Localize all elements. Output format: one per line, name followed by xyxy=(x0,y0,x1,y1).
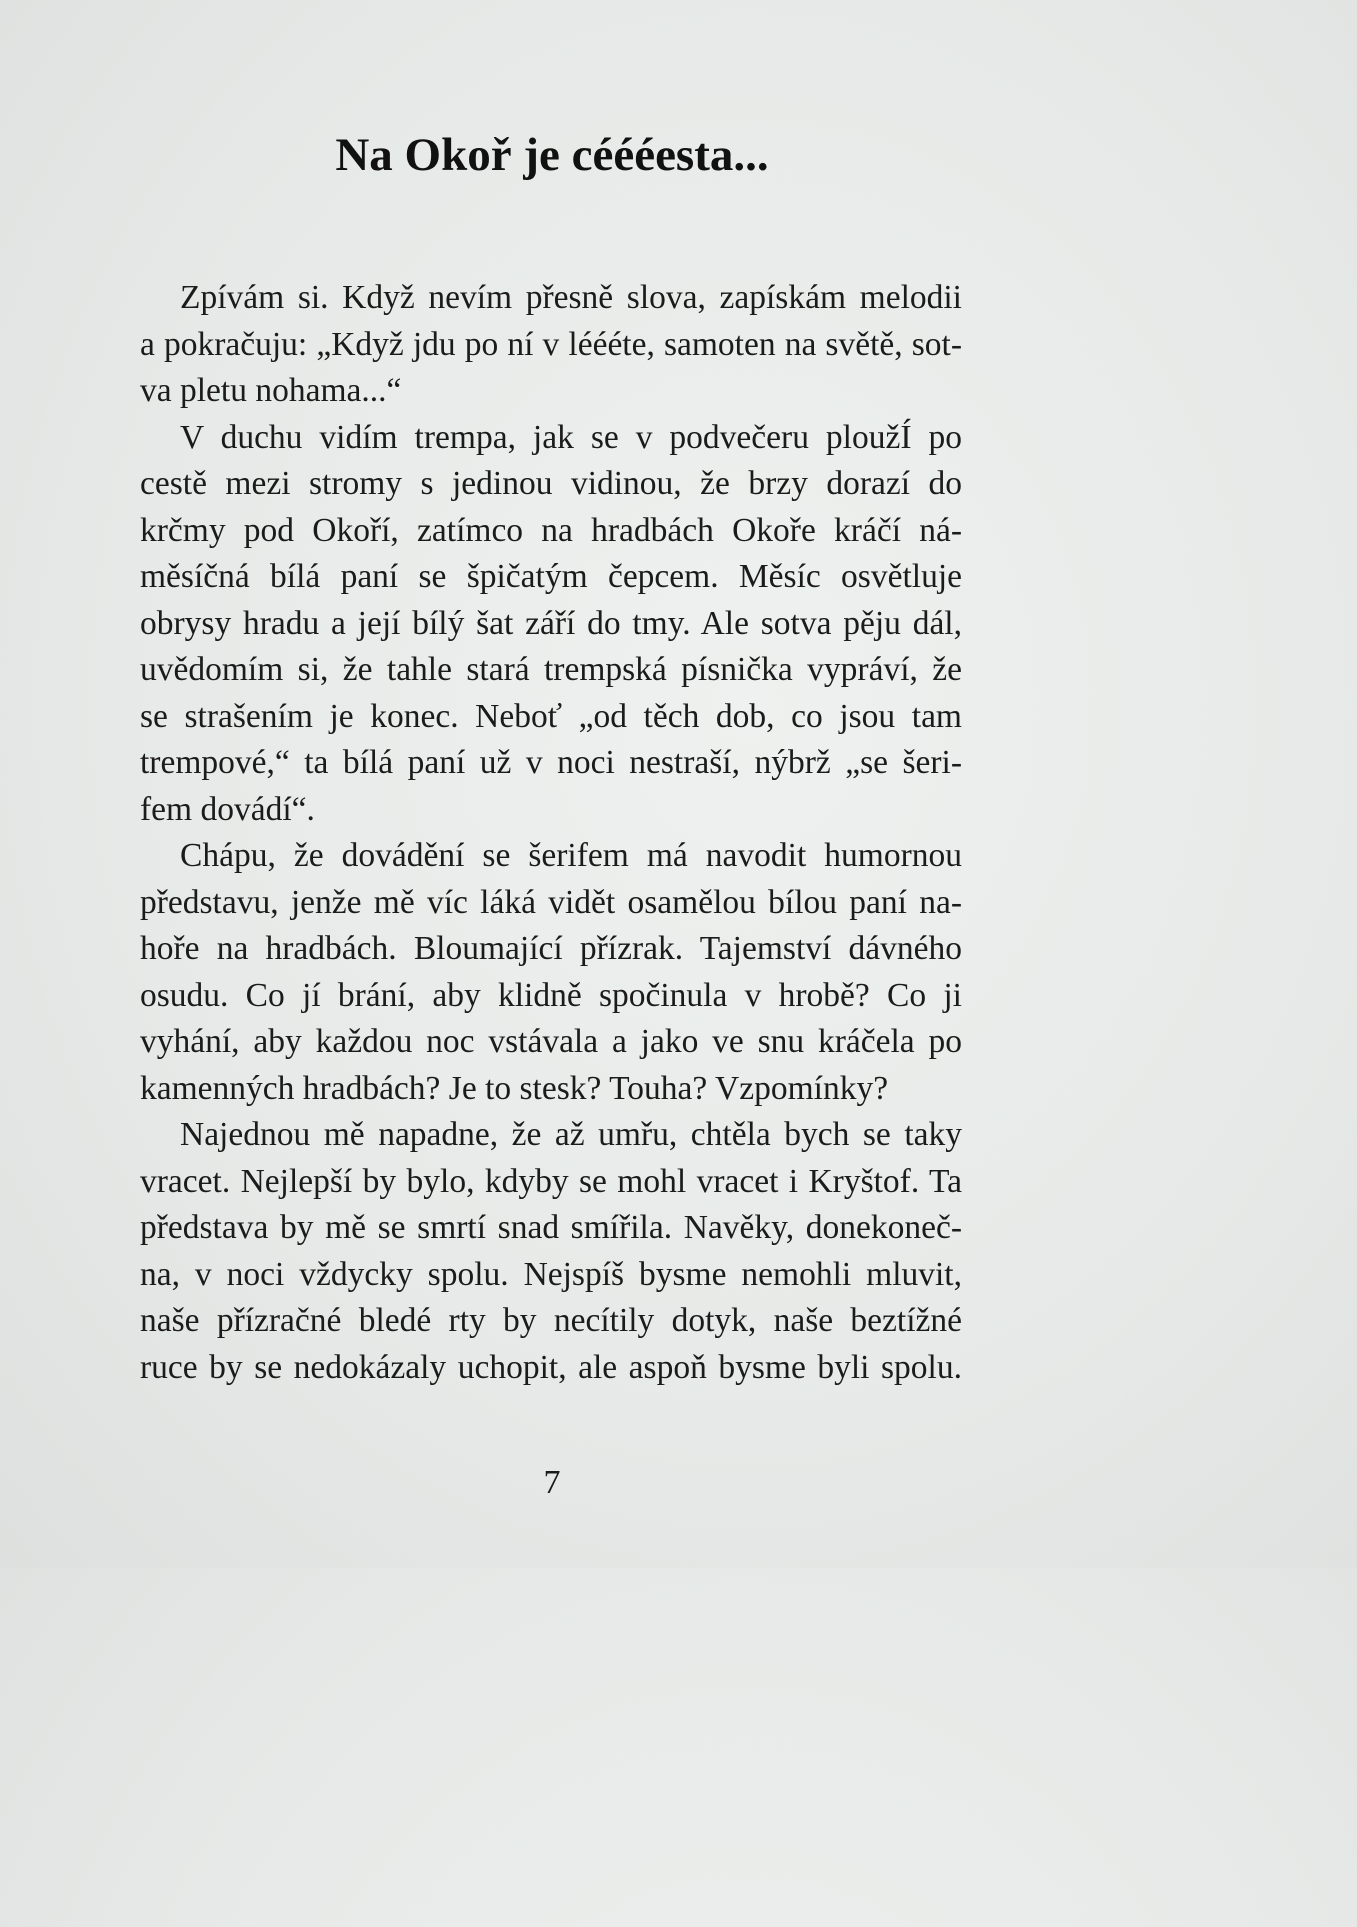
text-line: na, v noci vždycky spolu. Nejspíš bysme nemohli mluvit, xyxy=(140,1255,962,1293)
text-line: va pletu nohama...“ xyxy=(140,372,402,409)
text-line: V duchu vidím trempa, jak se v podvečeru ploužÍ po xyxy=(180,418,962,456)
text-line: představa by mě se smrtí snad smířila. Navěky, donekoneč- xyxy=(140,1209,962,1246)
text-line: Chápu, že dovádění se šerifem má navodit humornou xyxy=(180,837,962,874)
text-line: kamenných hradbách? Je to stesk? Touha? Vzpomínky? xyxy=(140,1069,889,1107)
chapter-title: Na Okoř je céééesta... xyxy=(335,129,769,181)
text-line: Najednou mě napadne, že až umřu, chtěla bych se taky xyxy=(180,1116,962,1153)
text-line: cestě mezi stromy s jedinou vidinou, že brzy dorazí do xyxy=(140,465,962,502)
text-line: představu, jenže mě víc láká vidět osamělou bílou paní na- xyxy=(140,883,962,921)
body-text xyxy=(140,275,962,1391)
text-line: vracet. Nejlepší by bylo, kdyby se mohl vracet i Kryštof. Ta xyxy=(140,1162,962,1200)
page-number: 7 xyxy=(543,1464,561,1501)
text-line: naše přízračné bledé rty by necítily dotyk, naše beztížné xyxy=(140,1302,962,1339)
text-line: fem dovádí“. xyxy=(140,790,315,828)
text-line: krčmy pod Okoří, zatímco na hradbách Okoře kráčí ná- xyxy=(140,511,962,549)
text-line: a pokračuju: „Když jdu po ní v léééte, samoten na světě, sot- xyxy=(140,325,962,363)
text-line: vyhání, aby každou noc vstávala a jako ve snu kráčela po xyxy=(140,1023,962,1060)
text-line: uvědomím si, že tahle stará trempská písnička vypráví, že xyxy=(140,651,962,688)
text-line: osudu. Co jí brání, aby klidně spočinula v hrobě? Co ji xyxy=(140,976,962,1014)
text-line: obrysy hradu a její bílý šat září do tmy. Ale sotva pěju dál, xyxy=(140,604,962,642)
text-line: ruce by se nedokázaly uchopit, ale aspoň bysme byli spolu. xyxy=(140,1348,962,1386)
text-line: měsíčná bílá paní se špičatým čepcem. Měsíc osvětluje xyxy=(140,558,962,595)
text-line: se strašením je konec. Neboť „od těch dob, co jsou tam xyxy=(140,697,962,735)
text-line: Zpívám si. Když nevím přesně slova, zapískám melodii xyxy=(180,279,962,316)
text-line: hoře na hradbách. Bloumající přízrak. Tajemství dávného xyxy=(140,930,962,967)
text-line: trempové,“ ta bílá paní už v noci nestraší, nýbrž „se šeri- xyxy=(140,744,962,781)
